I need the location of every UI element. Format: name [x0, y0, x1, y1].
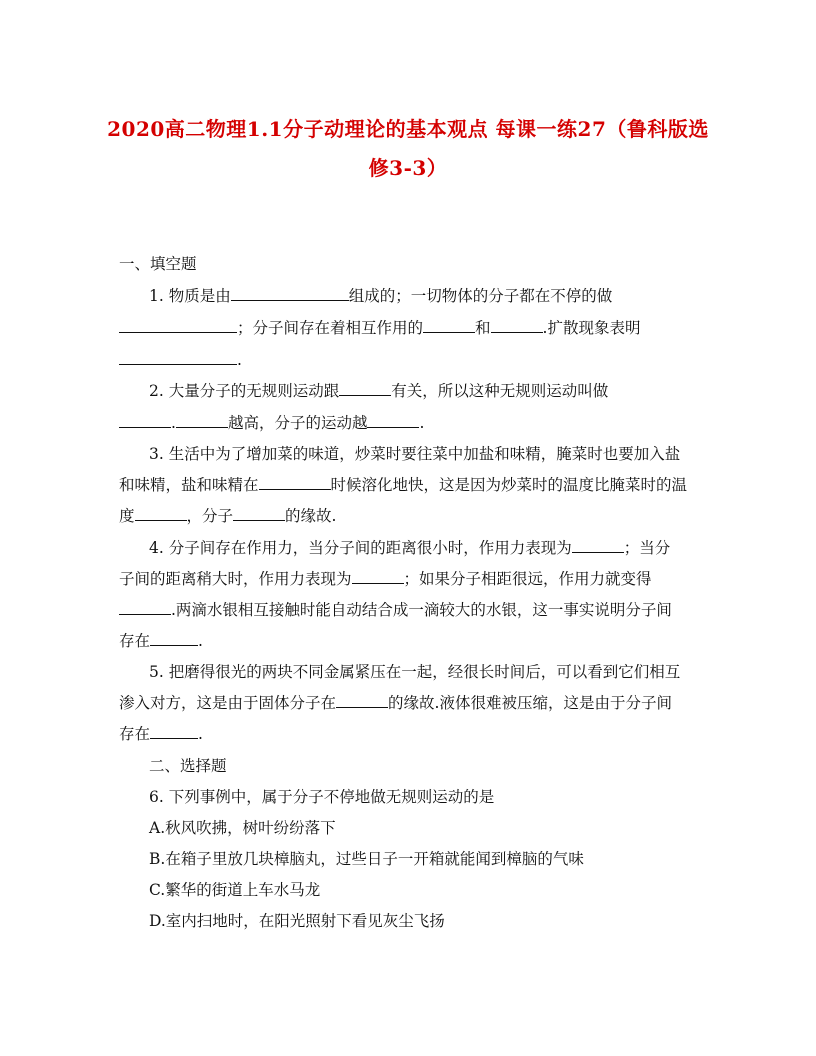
- q3-line-1: 3. 生活中为了增加菜的味道，炒菜时要往菜中加盐和味精，腌菜时也要加入盐: [149, 445, 681, 463]
- q2-text-e: .: [419, 414, 425, 432]
- q5-line-2: [119, 693, 699, 713]
- q1-line-1: [149, 286, 729, 306]
- q4-text-f: 存在: [119, 632, 151, 650]
- q1-text-a: 1. 物质是由: [149, 287, 231, 305]
- q1-text-f: .: [237, 351, 242, 369]
- q4-text-g: .: [198, 632, 203, 650]
- q4-line-3: [119, 600, 699, 620]
- q5-blank-2: [150, 724, 198, 739]
- q5-text-e: .: [198, 725, 203, 743]
- q4-line-1: [149, 538, 729, 558]
- q3-text-c: 时候溶化地快，这是因为炒菜时的温度比腌菜时的温: [330, 476, 688, 494]
- q1-blank-3: [423, 318, 475, 333]
- q6-option-d: D.室内扫地时，在阳光照射下看见灰尘飞扬: [149, 912, 445, 930]
- q4-line-4: [119, 631, 699, 651]
- q3-blank-2: [135, 506, 187, 521]
- q5-blank-1: [336, 693, 388, 708]
- q4-text-b: ；当分: [623, 539, 671, 557]
- q3-text-b: 和味精，盐和味精在: [119, 476, 259, 494]
- q6-option-b: B.在箱子里放几块樟脑丸，过些日子一开箱就能闻到樟脑的气味: [149, 850, 584, 868]
- q5-text-c: 的缘故.液体很难被压缩，这是由于分子间: [388, 694, 672, 712]
- q1-text-e: .扩散现象表明: [542, 319, 641, 337]
- section-heading-fill-in: 一、填空题: [119, 255, 197, 273]
- q4-blank-4: [150, 631, 198, 646]
- q3-blank-1: [259, 475, 331, 490]
- q4-text-e: .两滴水银相互接触时能自动结合成一滴较大的水银，这一事实说明分子间: [171, 601, 672, 619]
- q5-line-3: [119, 724, 699, 744]
- q2-blank-1: [339, 381, 391, 396]
- q5-text-b: 渗入对方，这是由于固体分子在: [119, 694, 337, 712]
- q4-blank-3: [119, 600, 171, 615]
- q2-text-c: .: [171, 414, 176, 432]
- q1-text-c: ；分子间存在着相互作用的: [237, 319, 424, 337]
- q2-blank-2: [119, 413, 171, 428]
- section-heading-multiple-choice: 二、选择题: [149, 757, 227, 775]
- q1-blank-4: [491, 318, 543, 333]
- q1-line-3: [119, 350, 699, 370]
- q4-blank-1: [572, 538, 624, 553]
- q1-text-d: 和: [475, 319, 491, 337]
- q1-blank-1: [231, 286, 349, 301]
- document-title-line-2: 修3-3）: [368, 156, 448, 180]
- q4-text-d: ；如果分子相距很远，作用力就变得: [403, 570, 652, 588]
- q2-line-1: [149, 381, 729, 401]
- q2-blank-3: [176, 413, 228, 428]
- q4-line-2: [119, 569, 699, 589]
- q2-text-b: 有关，所以这种无规则运动叫做: [391, 382, 609, 400]
- q4-text-a: 4. 分子间存在作用力，当分子间的距离很小时，作用力表现为: [149, 539, 572, 557]
- q2-blank-4: [367, 413, 419, 428]
- q2-text-a: 2. 大量分子的无规则运动跟: [149, 382, 340, 400]
- q6-option-a: A.秋风吹拂，树叶纷纷落下: [149, 819, 336, 837]
- q4-blank-2: [352, 569, 404, 584]
- q1-text-b: 组成的；一切物体的分子都在不停的做: [348, 287, 613, 305]
- q3-text-e: ，分子: [186, 507, 234, 525]
- q1-blank-5: [119, 350, 237, 365]
- q3-text-f: 的缘故.: [285, 507, 337, 525]
- q6-stem: 6. 下列事例中，属于分子不停地做无规则运动的是: [149, 788, 495, 806]
- q3-blank-3: [233, 506, 285, 521]
- q3-line-2: [119, 475, 699, 495]
- document-title-line-1: 2020高二物理1.1分子动理论的基本观点 每课一练27（鲁科版选: [107, 117, 709, 141]
- q1-line-2: [119, 318, 699, 338]
- q2-line-2: [119, 413, 699, 433]
- q2-text-d: 越高，分子的运动越: [227, 414, 368, 432]
- q1-blank-2: [119, 318, 237, 333]
- q4-text-c: 子间的距离稍大时，作用力表现为: [119, 570, 352, 588]
- q3-line-3: [119, 506, 699, 526]
- q5-text-d: 存在: [119, 725, 151, 743]
- q5-line-1: 5. 把磨得很光的两块不同金属紧压在一起，经很长时间后，可以看到它们相互: [149, 663, 681, 681]
- q6-option-c: C.繁华的街道上车水马龙: [149, 881, 321, 899]
- q3-text-d: 度: [119, 507, 135, 525]
